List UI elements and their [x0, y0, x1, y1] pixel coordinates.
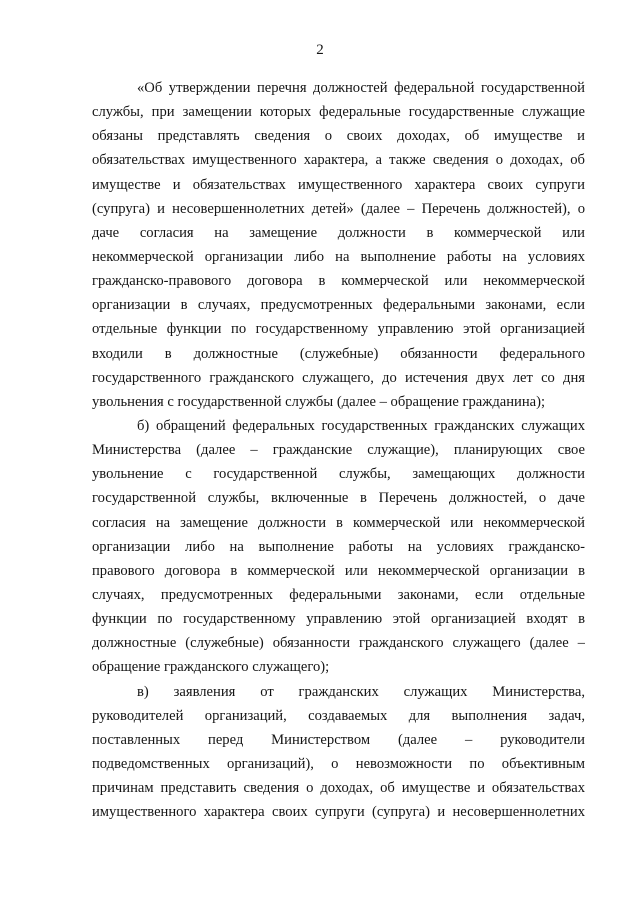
- text-line: (супруга) и несовершеннолетних детей» (далее – Перечень должностей), о: [92, 200, 585, 217]
- text-line: в) заявления от гражданских служащих Министерства,: [137, 683, 585, 700]
- text-line: увольнение с государственной службы, замещающих должности: [92, 466, 585, 483]
- text-line: увольнения с государственной службы (далее – обращение гражданина);: [92, 393, 546, 410]
- text-line: даче согласия на замещение должности в коммерческой или: [92, 224, 585, 241]
- text-line: обязаны представлять сведения о своих доходах, об имуществе и: [92, 128, 585, 145]
- text-line: случаях, предусмотренных федеральными законами, если отдельные: [92, 586, 585, 603]
- text-line: правового договора в коммерческой или некоммерческой организации в: [92, 562, 585, 579]
- text-line: Министерства (далее – гражданские служащие), планирующих свое: [92, 442, 585, 459]
- text-line: обязательствах имущественного характера, а также сведения о доходах, об: [92, 152, 585, 169]
- text-line: службы, при замещении которых федеральные государственные служащие: [92, 104, 585, 121]
- text-line: поставленных перед Министерством (далее – руководители: [92, 731, 585, 748]
- text-line: подведомственных организаций), о невозможности по объективным: [92, 755, 585, 772]
- text-line: руководителей организаций, создаваемых для выполнения задач,: [92, 707, 585, 724]
- document-body: [92, 76, 585, 824]
- text-line: организации в случаях, предусмотренных федеральными законами, если: [92, 297, 585, 314]
- text-line: отдельные функции по государственному управлению этой организацией: [92, 321, 585, 338]
- text-line: входили в должностные (служебные) обязанности федерального: [92, 345, 585, 362]
- page-number: 2: [316, 42, 324, 58]
- text-line: обращение гражданского служащего);: [92, 659, 330, 676]
- text-line: согласия на замещение должности в коммерческой или некоммерческой: [92, 514, 585, 531]
- text-line: некоммерческой организации либо на выполнение работы на условиях: [92, 248, 585, 265]
- text-line: государственного гражданского служащего, до истечения двух лет со дня: [92, 369, 585, 386]
- text-line: «Об утверждении перечня должностей федеральной государственной: [137, 80, 585, 96]
- text-line: причинам представить сведения о доходах, об имуществе и обязательствах: [92, 780, 585, 797]
- text-line: б) обращений федеральных государственных гражданских служащих: [137, 417, 585, 434]
- text-line: функции по государственному управлению этой организацией входят в: [92, 611, 585, 628]
- text-line: имущественного характера своих супруги (супруга) и несовершеннолетних: [92, 804, 585, 821]
- text-line: имуществе и обязательствах имущественного характера своих супруги: [92, 176, 585, 193]
- text-line: гражданско-правового договора в коммерческой или некоммерческой: [92, 273, 585, 290]
- text-line: государственной службы, включенные в Перечень должностей, о даче: [92, 490, 585, 507]
- text-line: организации либо на выполнение работы на условиях гражданско-: [92, 538, 585, 555]
- text-line: должностные (служебные) обязанности гражданского служащего (далее –: [92, 635, 585, 652]
